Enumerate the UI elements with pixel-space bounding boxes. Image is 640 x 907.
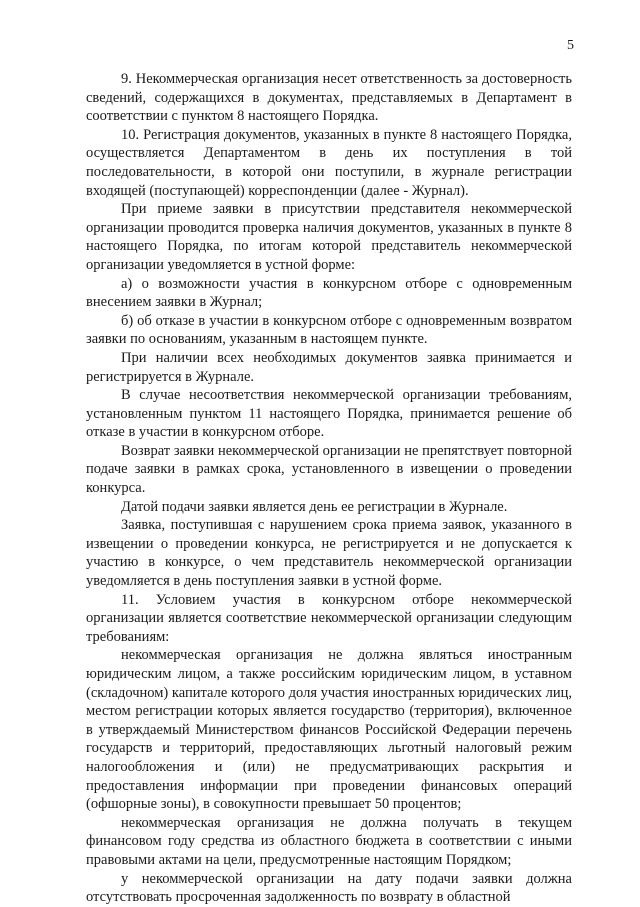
paragraph-11: 11. Условием участия в конкурсном отборе некоммерческой организации является соответствие некоммерческой организации следующим требованиям: <box>86 591 572 645</box>
document-body <box>86 70 572 907</box>
paragraph-option-b: б) об отказе в участии в конкурсном отборе с одновременным возвратом заявки по основаниям, указанным в настоящем пункте. <box>86 312 572 348</box>
paragraph-acceptance: При наличии всех необходимых документов заявка принимается и регистрируется в Журнале. <box>86 349 572 385</box>
paragraph-requirement-debt: у некоммерческой организации на дату подачи заявки должна отсутствовать просроченная задолженность по возврату в областной <box>86 870 572 906</box>
paragraph-submission-date: Датой подачи заявки является день ее регистрации в Журнале. <box>121 498 508 515</box>
paragraph-requirement-foreign: некоммерческая организация не должна являться иностранным юридическим лицом, а также российским юридическим лицом, в уставном (складочном) капитале которого доля участия иностранных юридических лиц, местом регистрации которых является государство (территория), включенное в утверждаемый Министерством финансов Российской Федерации перечень государств и территорий, предоставляющих льготный налоговый режим налогообложения и (или) не предусматривающих раскрытия и предоставления информации при проведении финансовых операций (офшорные зоны), в совокупности превышает 50 процентов; <box>86 647 572 813</box>
paragraph-9: 9. Некоммерческая организация несет ответственность за достоверность сведений, содержащихся в документах, представляемых в Департамент в соответствии с пунктом 8 настоящего Порядка. <box>86 71 572 125</box>
page-number: 5 <box>567 38 574 53</box>
paragraph-option-a: а) о возможности участия в конкурсном отборе с одновременным внесением заявки в Журнал; <box>86 275 572 311</box>
paragraph-return: Возврат заявки некоммерческой организации не препятствует повторной подаче заявки в рамках срока, установленного в извещении о проведении конкурса. <box>86 442 572 497</box>
paragraph-noncompliance: В случае несоответствия некоммерческой организации требованиям, установленным пунктом 11 настоящего Порядка, принимается решение об отказе в участии в конкурсном отборе. <box>86 387 572 441</box>
paragraph-requirement-funds: некоммерческая организация не должна получать в текущем финансовом году средства из областного бюджета в соответствии с иными правовыми актами на цели, предусмотренные настоящим Порядком; <box>86 814 572 868</box>
paragraph-application-check: При приеме заявки в присутствии представителя некоммерческой организации проводится проверка наличия документов, указанных в пункте 8 настоящего Порядка, по итогам которой представитель некоммерческой организации уведомляется в устной форме: <box>86 201 572 273</box>
paragraph-10: 10. Регистрация документов, указанных в пункте 8 настоящего Порядка, осуществляется Департаментом в день их поступления в той последовательности, в которой они поступили, в журнале регистрации входящей (поступающей) корреспонденции (далее - Журнал). <box>86 126 572 199</box>
paragraph-late-submission: Заявка, поступившая с нарушением срока приема заявок, указанного в извещении о проведении конкурса, не регистрируется и не допускается к участию в конкурсе, о чем представитель некоммерческой организации уведомляется в день поступления заявки в устной форме. <box>86 517 572 590</box>
